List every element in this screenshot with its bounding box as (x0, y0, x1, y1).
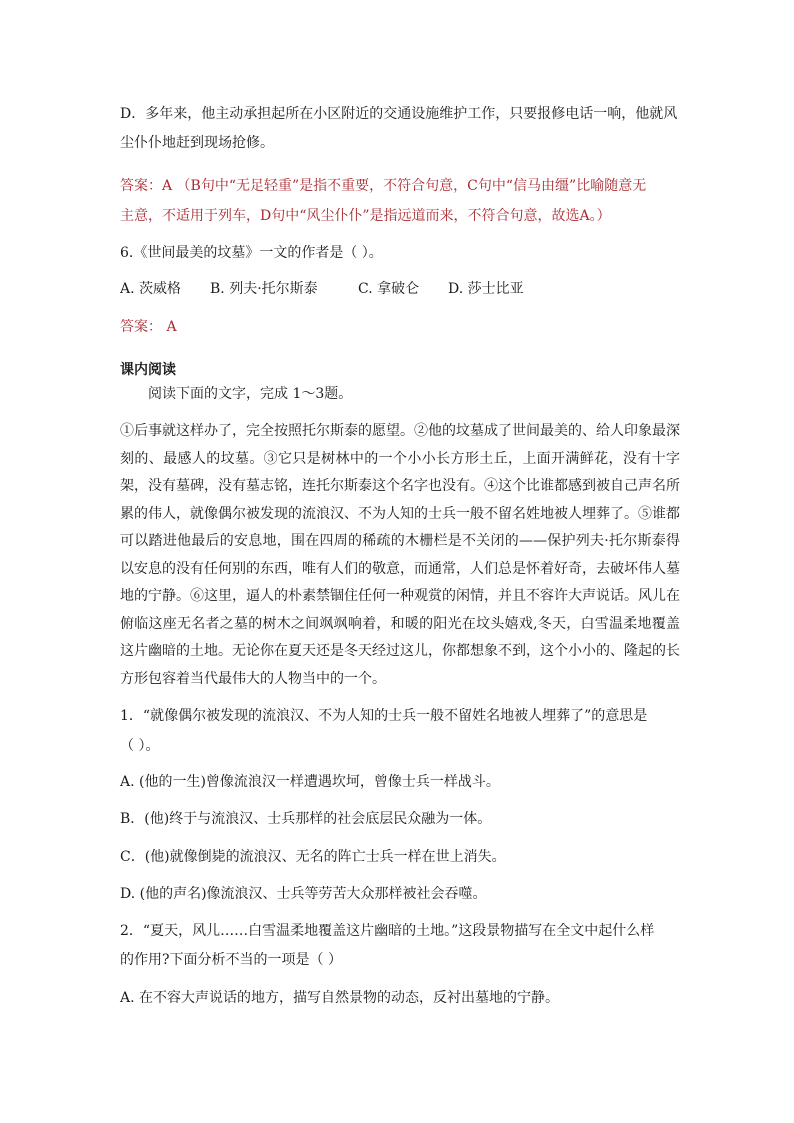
q6-option-a: A. 茨威格 (120, 281, 182, 297)
q5-answer-line2: 主意，不适用于列车，D句中“风尘仆仆”是指远道而来，不符合句意，故选A。） (120, 208, 611, 224)
q6-option-c: C. 拿破仑 (358, 281, 420, 297)
q1-option-a: A. (他的一生)曾像流浪汉一样遭遇坎坷，曾像士兵一样战斗。 (120, 774, 500, 790)
q6-options (120, 279, 680, 299)
q1-option-d: D. (他的声名)像流浪汉、士兵等劳苦大众那样被社会吞噬。 (120, 886, 487, 902)
reading-passage: ①后事就这样办了，完全按照托尔斯泰的愿望。②他的坟墓成了世间最美的、给人印象最深刻的、最感人的坟墓。③它只是树林中的一个小小长方形土丘，上面开满鲜花，没有十字架，没有墓碑，没有墓志铭，连托尔斯泰这个名字也没有。④这个比谁都感到被自己声名所累的伟人，就像偶尔被发现的流浪汉、不为人知的士兵一般不留名姓地被人埋葬了。⑤谁都可以踏进他最后的安息地，围在四周的稀疏的木栅栏是不关闭的——保护列夫·托尔斯泰得以安息的没有任何别的东西，唯有人们的敬意，而通常，人们总是怀着好奇，去破坏伟人墓地的宁静。⑥这里，逼人的朴素禁锢住任何一种观赏的闲情，并且不容许大声说话。风儿在俯临这座无名者之墓的树木之间飒飒响着，和暖的阳光在坟头嬉戏,冬天，白雪温柔地覆盖这片幽暗的土地。无论你在夏天还是冬天经过这儿，你都想象不到，这个小小的、隆起的长方形包容着当代最伟大的人物当中的一个。 (120, 423, 680, 687)
q5-answer-line1: 答案：A （B句中“无足轻重”是指不重要，不符合句意，C句中“信马由缰”比喻随意无 (120, 178, 647, 194)
q1-option-c: C．(他)就像倒毙的流浪汉、无名的阵亡士兵一样在世上消失。 (120, 849, 506, 865)
section-title: 课内阅读 (120, 362, 176, 378)
q1-stem-line1: 1．“就像偶尔被发现的流浪汉、不为人知的士兵一般不留姓名地被人埋葬了”的意思是 (120, 708, 648, 724)
q1-stem-line2: （ ）。 (120, 738, 160, 754)
q5-option-d-line2: 尘仆仆地赶到现场抢修。 (120, 135, 274, 151)
q6-answer: 答案： A (120, 319, 177, 335)
section-instruction: 阅读下面的文字，完成 1～3题。 (148, 386, 353, 402)
q2-option-a: A. 在不容大声说话的地方，描写自然景物的动态，反衬出墓地的宁静。 (120, 990, 560, 1006)
q6-question: 6.《世间最美的坟墓》一文的作者是（ ）。 (120, 245, 383, 261)
q2-stem-line1: 2．“夏天，风儿……白雪温柔地覆盖这片幽暗的土地。”这段景物描写在全文中起什么样 (120, 923, 655, 939)
q5-option-d-line1: D．多年来，他主动承担起所在小区附近的交通设施维护工作，只要报修电话一响，他就风 (120, 106, 678, 122)
q1-option-b: B．(他)终于与流浪汉、士兵那样的社会底层民众融为一体。 (120, 811, 492, 827)
q6-option-d: D. 莎士比亚 (448, 281, 524, 297)
q6-option-b: B. 列夫·托尔斯泰 (210, 281, 318, 297)
q2-stem-line2: 的作用?下面分析不当的一项是（ ） (120, 952, 342, 968)
